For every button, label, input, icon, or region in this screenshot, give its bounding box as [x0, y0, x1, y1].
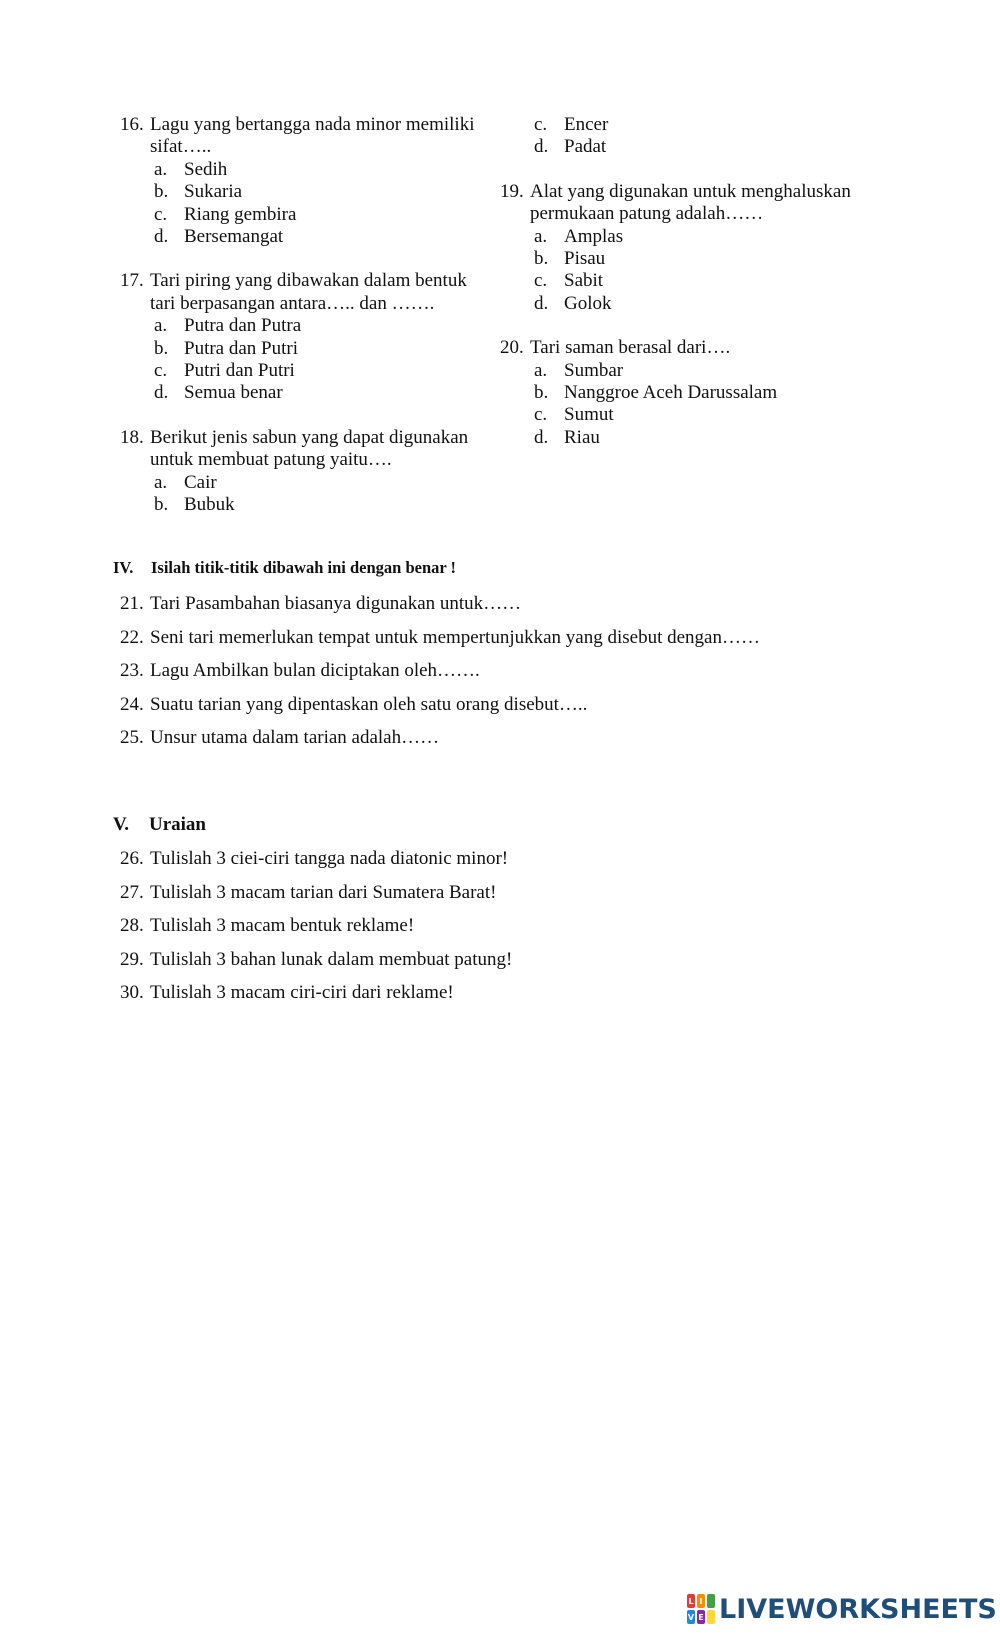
question-number: 21. [120, 593, 144, 614]
logo-block: L [687, 1594, 695, 1608]
option [120, 382, 490, 404]
logo-block [707, 1610, 715, 1624]
option-letter: a. [154, 315, 168, 337]
option-letter: d. [534, 136, 549, 158]
watermark-text: LIVEWORKSHEETS [719, 1593, 997, 1625]
section-v-heading [113, 814, 206, 836]
option-letter: c. [534, 270, 548, 292]
question-number: 27. [120, 881, 144, 903]
section-title: Uraian [149, 814, 206, 835]
option [500, 248, 924, 270]
option-text: Putra dan Putra [184, 315, 302, 337]
option-letter: c. [154, 203, 168, 225]
section-numeral: V. [113, 814, 130, 835]
option-text: Sabit [564, 270, 604, 292]
question-number: 28. [120, 915, 144, 936]
option-text: Cair [184, 471, 217, 493]
logo-block [707, 1594, 715, 1608]
option [120, 315, 490, 337]
question-text: Tulislah 3 macam ciri-ciri dari reklame! [150, 982, 454, 1003]
question-number: 24. [120, 693, 144, 715]
question-number: 16. [120, 114, 144, 135]
question-text: Berikut jenis sabun yang dapat digunakan untuk membuat patung yaitu…. [150, 426, 469, 471]
option [120, 472, 490, 494]
question-number: 25. [120, 727, 144, 748]
option [120, 494, 490, 516]
list-item [120, 882, 940, 916]
question-18 [120, 427, 490, 517]
option-text: Putra dan Putri [184, 337, 298, 359]
option-letter: b. [154, 181, 169, 203]
option [120, 338, 490, 360]
list-item [120, 727, 940, 761]
section-numeral: IV. [113, 558, 134, 577]
list-item [120, 982, 940, 1016]
option [120, 360, 490, 382]
option-text: Padat [564, 136, 607, 158]
question-number: 18. [120, 426, 144, 448]
option-letter: c. [534, 114, 548, 135]
option [524, 136, 924, 158]
option-text: Sukaria [184, 181, 243, 203]
question-text: Tari saman berasal dari…. [530, 337, 731, 359]
question-text: Tari Pasambahan biasanya digunakan untuk…… [150, 593, 522, 614]
option [120, 181, 490, 203]
logo-block: I [697, 1594, 705, 1608]
section-iv-list [120, 593, 940, 761]
question-text: Unsur utama dalam tarian adalah…… [150, 727, 440, 748]
list-item [120, 660, 940, 694]
option-text: Sumbar [564, 359, 624, 381]
question-text: Tulislah 3 ciei-ciri tangga nada diatonic minor! [150, 848, 509, 869]
right-column [500, 114, 924, 449]
option-letter: b. [534, 382, 549, 404]
question-text: Tari piring yang dibawakan dalam bentuk tari berpasangan antara….. dan ……. [150, 270, 467, 314]
section-iv-heading [113, 558, 456, 578]
option-text: Putri dan Putri [184, 360, 295, 382]
question-number: 26. [120, 848, 144, 869]
question-text: Tulislah 3 bahan lunak dalam membuat patung! [150, 948, 513, 970]
question-text: Alat yang digunakan untuk menghaluskan permukaan patung adalah…… [530, 180, 851, 225]
question-text: Suatu tarian yang dipentaskan oleh satu orang disebut….. [150, 693, 588, 715]
question-text: Lagu Ambilkan bulan diciptakan oleh……. [150, 660, 480, 681]
option-text: Golok [564, 292, 612, 314]
question-text: Tulislah 3 macam tarian dari Sumatera Barat! [150, 881, 497, 903]
liveworksheets-logo-icon [687, 1594, 715, 1624]
option-text: Sumut [564, 404, 614, 426]
question-text: Lagu yang bertangga nada minor memiliki sifat….. [150, 114, 475, 158]
option [500, 427, 924, 449]
option [500, 293, 924, 315]
option-text: Pisau [564, 248, 606, 270]
list-item [120, 949, 940, 983]
option-text: Sedih [184, 158, 228, 180]
question-text: Seni tari memerlukan tempat untuk mempertunjukkan yang disebut dengan…… [150, 626, 760, 648]
question-number: 23. [120, 660, 144, 681]
option-letter: a. [534, 225, 548, 247]
option-text: Bersemangat [184, 226, 284, 248]
option-letter: d. [154, 382, 169, 404]
list-item [120, 848, 940, 882]
option [120, 159, 490, 181]
question-number: 30. [120, 982, 144, 1003]
option [500, 360, 924, 382]
list-item [120, 627, 940, 661]
question-number: 22. [120, 626, 144, 648]
option-letter: d. [534, 426, 549, 448]
option-text: Riang gembira [184, 203, 297, 225]
option-letter: d. [534, 292, 549, 314]
question-number: 19. [500, 180, 524, 202]
logo-block: V [687, 1610, 695, 1624]
question-text: Tulislah 3 macam bentuk reklame! [150, 915, 415, 936]
question-number: 17. [120, 270, 144, 292]
list-item [120, 915, 940, 949]
option-text: Bubuk [184, 494, 235, 516]
question-19 [500, 181, 924, 315]
option [500, 226, 924, 248]
section-title: Isilah titik-titik dibawah ini dengan benar ! [151, 558, 457, 577]
logo-block: E [697, 1610, 705, 1624]
section-v-list [120, 848, 940, 1016]
question-number: 20. [500, 337, 524, 359]
option-text: Encer [564, 114, 609, 135]
option-letter: d. [154, 226, 169, 248]
question-number: 29. [120, 948, 144, 970]
option-letter: a. [154, 158, 168, 180]
option-letter: c. [154, 360, 168, 382]
option-text: Nanggroe Aceh Darussalam [564, 382, 778, 404]
option-letter: a. [534, 359, 548, 381]
question-16 [120, 114, 490, 248]
question-18-continued [524, 114, 924, 159]
option [120, 204, 490, 226]
list-item [120, 593, 940, 627]
option-letter: b. [154, 337, 169, 359]
option-letter: b. [154, 494, 169, 516]
option [500, 270, 924, 292]
option [500, 404, 924, 426]
option-letter: b. [534, 248, 549, 270]
option-text: Amplas [564, 225, 624, 247]
option-text: Semua benar [184, 382, 283, 404]
question-17 [120, 270, 490, 404]
liveworksheets-watermark [687, 1592, 997, 1626]
list-item [120, 694, 940, 728]
option-letter: c. [534, 404, 548, 426]
question-20 [500, 337, 924, 449]
option-text: Riau [564, 426, 600, 448]
option-letter: a. [154, 471, 168, 493]
left-column [120, 114, 490, 517]
option [500, 382, 924, 404]
option [524, 114, 924, 136]
option [120, 226, 490, 248]
